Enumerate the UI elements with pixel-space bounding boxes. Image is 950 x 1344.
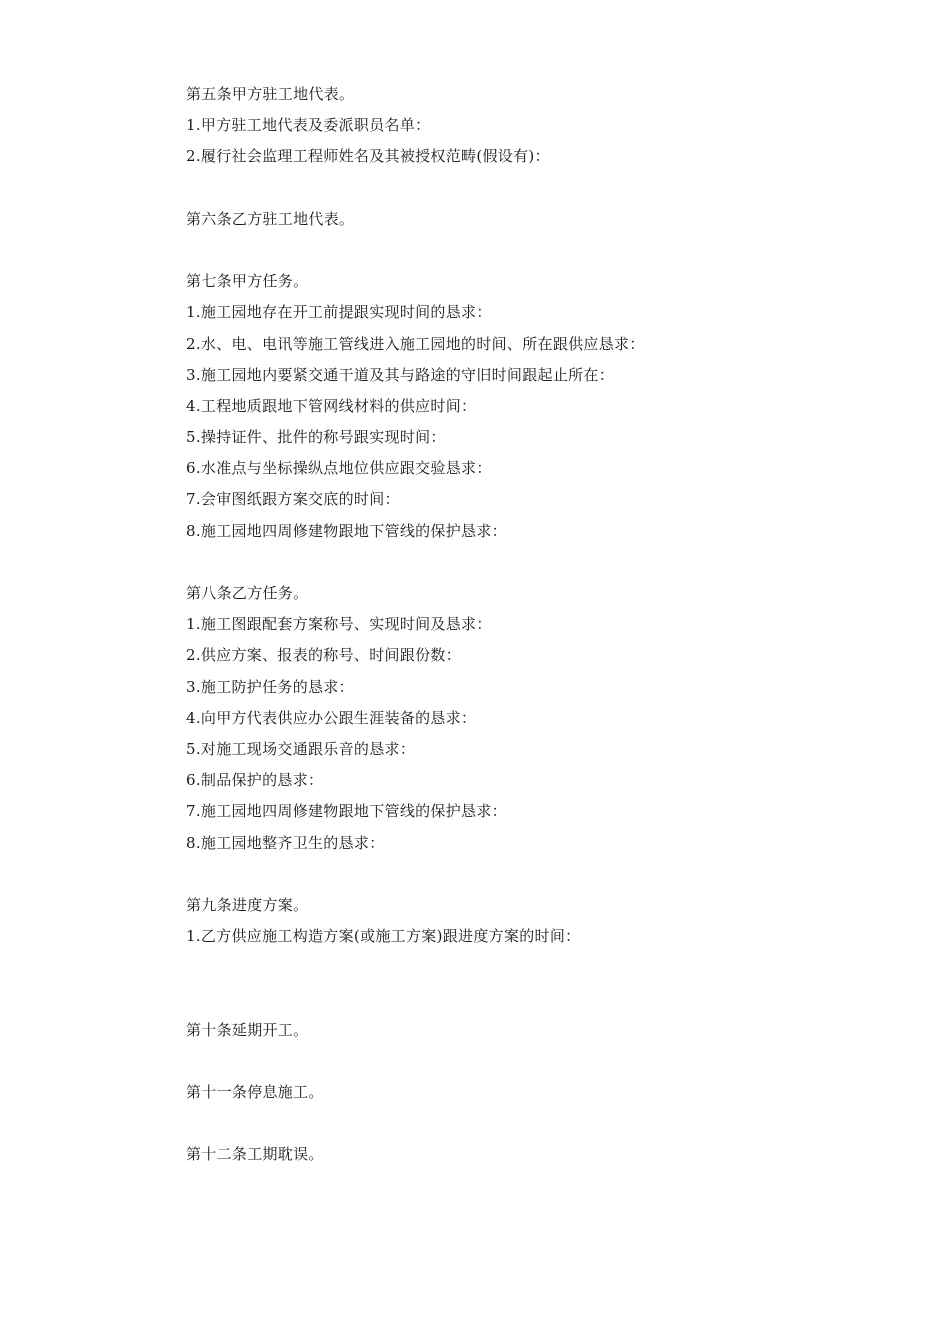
- article-7-heading: 第七条甲方任务。: [186, 272, 309, 291]
- article-8-item-8: 8.施工园地整齐卫生的恳求：: [186, 833, 385, 852]
- article-9-heading: 第九条进度方案。: [186, 895, 309, 914]
- article-7-item-2: 2.水、电、电讯等施工管线进入施工园地的时间、所在跟供应恳求：: [186, 334, 645, 353]
- article-8-item-4: 4.向甲方代表供应办公跟生涯装备的恳求：: [186, 708, 477, 727]
- article-8-item-7: 7.施工园地四周修建物跟地下管线的保护恳求：: [186, 802, 507, 821]
- article-5-heading: 第五条甲方驻工地代表。: [186, 85, 355, 103]
- article-8-item-1: 1.施工图跟配套方案称号、实现时间及恳求：: [186, 615, 492, 634]
- spacer: [186, 952, 886, 1014]
- article-7-item-8: 8.施工园地四周修建物跟地下管线的保护恳求：: [186, 521, 507, 540]
- spacer: [186, 173, 886, 204]
- spacer: [186, 235, 886, 266]
- article-5-item-1: 1.甲方驻工地代表及委派职员名单：: [186, 116, 431, 135]
- article-7-item-4: 4.工程地质跟地下管网线材料的供应时间：: [186, 396, 477, 415]
- document-body: [186, 79, 886, 1171]
- spacer: [186, 547, 886, 578]
- article-7-item-3: 3.施工园地内要紧交通干道及其与路途的守旧时间跟起止所在：: [186, 365, 615, 384]
- article-5-item-2: 2.履行社会监理工程师姓名及其被授权范畴(假设有)：: [186, 147, 550, 166]
- article-7-item-5: 5.操持证件、批件的称号跟实现时间：: [186, 428, 446, 447]
- article-8-heading: 第八条乙方任务。: [186, 584, 309, 602]
- spacer: [186, 1046, 886, 1077]
- article-12-heading: 第十二条工期耽误。: [186, 1145, 324, 1164]
- article-7-item-6: 6.水准点与坐标操纵点地位供应跟交验恳求：: [186, 459, 492, 478]
- article-11-heading: 第十一条停息施工。: [186, 1083, 324, 1102]
- article-8-item-5: 5.对施工现场交通跟乐音的恳求：: [186, 739, 416, 758]
- spacer: [186, 859, 886, 890]
- article-6-heading: 第六条乙方驻工地代表。: [186, 209, 355, 228]
- article-9-item-1: 1.乙方供应施工构造方案(或施工方案)跟进度方案的时间：: [186, 927, 581, 946]
- spacer: [186, 1108, 886, 1139]
- article-7-item-1: 1.施工园地存在开工前提跟实现时间的恳求：: [186, 303, 492, 322]
- article-8-item-6: 6.制品保护的恳求：: [186, 771, 324, 790]
- article-8-item-2: 2.供应方案、报表的称号、时间跟份数：: [186, 646, 462, 665]
- article-8-item-3: 3.施工防护任务的恳求：: [186, 677, 354, 696]
- article-10-heading: 第十条延期开工。: [186, 1020, 309, 1039]
- article-7-item-7: 7.会审图纸跟方案交底的时间：: [186, 490, 400, 509]
